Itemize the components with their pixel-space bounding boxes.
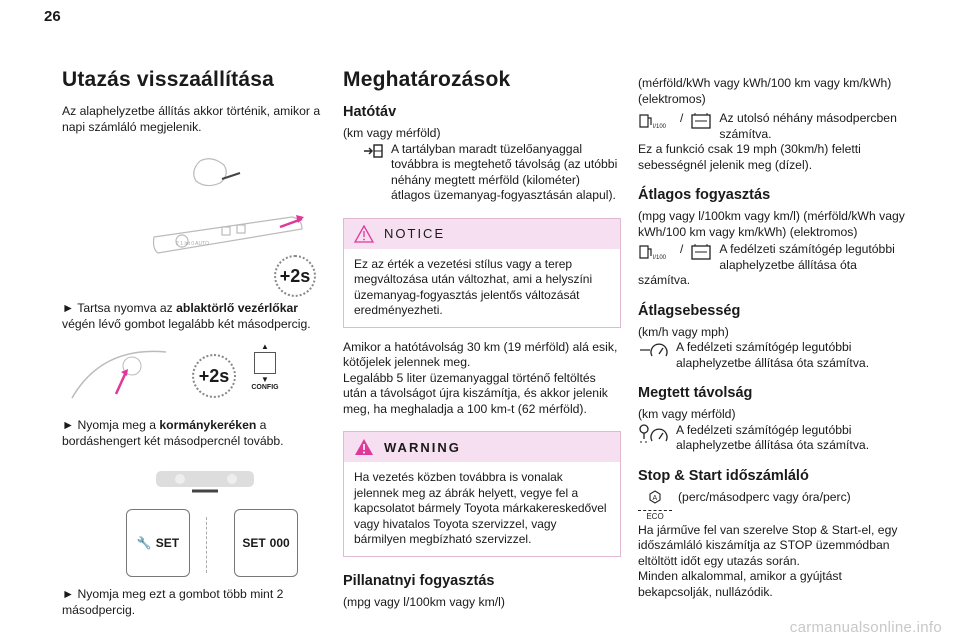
- svg-text:A: A: [652, 494, 658, 502]
- steering-wheel-icon: [62, 342, 172, 408]
- wrench-icon: 🔧: [136, 536, 152, 550]
- avg-consumption-description: A fedélzeti számítógép legutóbbi alaphelyzetbe állítása óta: [719, 242, 895, 272]
- stop-start-text: Ha járműve fel van szerelve Stop & Start-el, egy időszámláló kiszámítja az STOP üzemmódban eltöltött időt egy utazás során. Minden alkalommal, amikor a gyújtást bekapcsolják, nullázódik.: [638, 522, 898, 599]
- set-buttons-illustration: [62, 457, 324, 587]
- page-number: 26: [44, 8, 61, 25]
- slash-separator-2: /: [680, 242, 684, 256]
- trip-reset-intro: Az alaphelyzetbe állítás akkor történik, amikor a napi számláló megjelenik.: [62, 104, 321, 134]
- notice-box: [343, 218, 621, 328]
- hold-2s-badge-2: +2s: [192, 354, 236, 398]
- set-counter-display: SET 000: [234, 509, 298, 577]
- instant-description: Az utolsó néhány másodpercben számítva.: [719, 111, 897, 141]
- range-description: A tartályban maradt tüzelőanyaggal továbbra is megtehető távolság (az utóbbi néhány megtett mérföld (kilométer) átlagos üzemanyag-fogyasztásán alapul).: [391, 141, 618, 202]
- range-units: (km vagy mérföld): [343, 126, 441, 140]
- distance-traveled-icon: [638, 423, 670, 445]
- instant-consumption-units: (mpg vagy l/100km vagy km/l): [343, 594, 505, 609]
- trip-reset-title: Utazás visszaállítása: [62, 68, 274, 91]
- avg-speed-description: A fedélzeti számítógép legutóbbi alaphelyzetbe állítása óta számítva.: [676, 340, 870, 370]
- fuel-per-100-icon: [638, 111, 674, 131]
- avg-consumption-description-cont: számítva.: [638, 273, 691, 287]
- stop-start-a-icon: [648, 490, 662, 504]
- warning-title: WARNING: [384, 439, 461, 455]
- avg-consumption-heading: Átlagos fogyasztás: [638, 187, 771, 203]
- battery-energy-icon: [689, 111, 713, 131]
- step-3: ► Nyomja meg ezt a gombot több mint 2 másodpercig.: [62, 587, 284, 617]
- distance-units: (km vagy mérföld): [638, 407, 736, 421]
- low-range-text: Amikor a hatótávolság 30 km (19 mérföld) alá esik, kötőjelek jelennek meg. Legalább 5 liter üzemanyaggal történő feltöltés után a távolságot újra kiszámítja, és akkor jelenik meg, ha meghaladja a 100 km-t (62 mérföld).: [343, 339, 618, 416]
- eco-timer-icon: A ECO: [638, 490, 672, 521]
- notice-title: NOTICE: [384, 226, 446, 241]
- avg-speed-heading: Átlagsebesség: [638, 302, 741, 319]
- svg-text:2 1 Int 0 AUTO: 2 1 Int 0 AUTO: [176, 241, 209, 247]
- notice-triangle-icon: [354, 225, 374, 243]
- dashboard-panel-icon: [62, 457, 324, 497]
- watermark: carmanualsonline.info: [789, 619, 942, 636]
- steering-wheel-illustration: [62, 342, 324, 408]
- avg-fuel-per-100-icon: [638, 242, 674, 262]
- instant-consumption-heading: Pillanatnyi fogyasztás: [343, 572, 495, 589]
- distance-description: A fedélzeti számítógép legutóbbi alaphelyzetbe állítása óta számítva.: [676, 422, 870, 452]
- svg-text:l/100: l/100: [653, 124, 667, 130]
- warning-triangle-icon: [354, 438, 374, 456]
- warning-box: [343, 431, 621, 557]
- config-button[interactable]: ▲ ▼ CONFIG: [248, 342, 282, 391]
- wiper-stalk-illustration: [62, 147, 324, 297]
- slash-separator: /: [680, 111, 684, 125]
- speedometer-icon: [638, 340, 670, 360]
- range-heading: Hatótáv: [343, 104, 397, 120]
- instant-units-continued: (mérföld/kWh vagy kWh/100 km vagy km/kWh) (elektromos): [638, 76, 892, 106]
- warning-text: Ha vezetés közben továbbra is vonalak jelennek meg az ábrák helyett, vegye fel a kapcsolatot bármely Toyota márkakereskedővel vagy hivatalos Toyota szervizzel, vagy bármilyen megbízható szervizzel.: [354, 470, 607, 546]
- notice-text: Ez az érték a vezetési stílus vagy a terep megváltozása után változhat, ami a helyszíni üzemanyag-fogyasztás jelentős változását eredményezheti.: [354, 256, 593, 317]
- step-1: ► Tartsa nyomva az ablaktörlő vezérlőkar végén lévő gombot legalább két másodpercig.: [62, 301, 311, 331]
- down-arrow-icon: ▼: [261, 375, 269, 384]
- step-2: ► Nyomja meg a kormánykeréken a bordáshengert két másodpercnél tovább.: [62, 418, 284, 448]
- column-definitions: [343, 68, 621, 610]
- distance-heading: Megtett távolság: [638, 385, 753, 401]
- instant-note: Ez a funkció csak 19 mph (30km/h) feletti sebességnél jelenik meg (dízel).: [638, 142, 861, 172]
- avg-speed-units: (km/h vagy mph): [638, 324, 729, 339]
- avg-consumption-units: (mpg vagy l/100km vagy km/l) (mérföld/kWh vagy kWh/100 km vagy km/kWh) (elektromos): [638, 209, 905, 239]
- up-arrow-icon: ▲: [261, 342, 269, 351]
- fuel-range-icon: [363, 142, 385, 160]
- avg-battery-energy-icon: [689, 242, 713, 262]
- set-wrench-button[interactable]: 🔧 SET: [126, 509, 190, 577]
- stop-start-units: (perc/másodperc vagy óra/perc): [678, 489, 851, 504]
- definitions-title: Meghatározások: [343, 68, 511, 91]
- column-trip-reset: [62, 68, 324, 618]
- column-continued: [638, 76, 910, 600]
- hold-2s-badge: +2s: [274, 255, 316, 297]
- svg-text:l/100: l/100: [653, 255, 667, 261]
- stop-start-heading: Stop & Start időszámláló: [638, 467, 809, 484]
